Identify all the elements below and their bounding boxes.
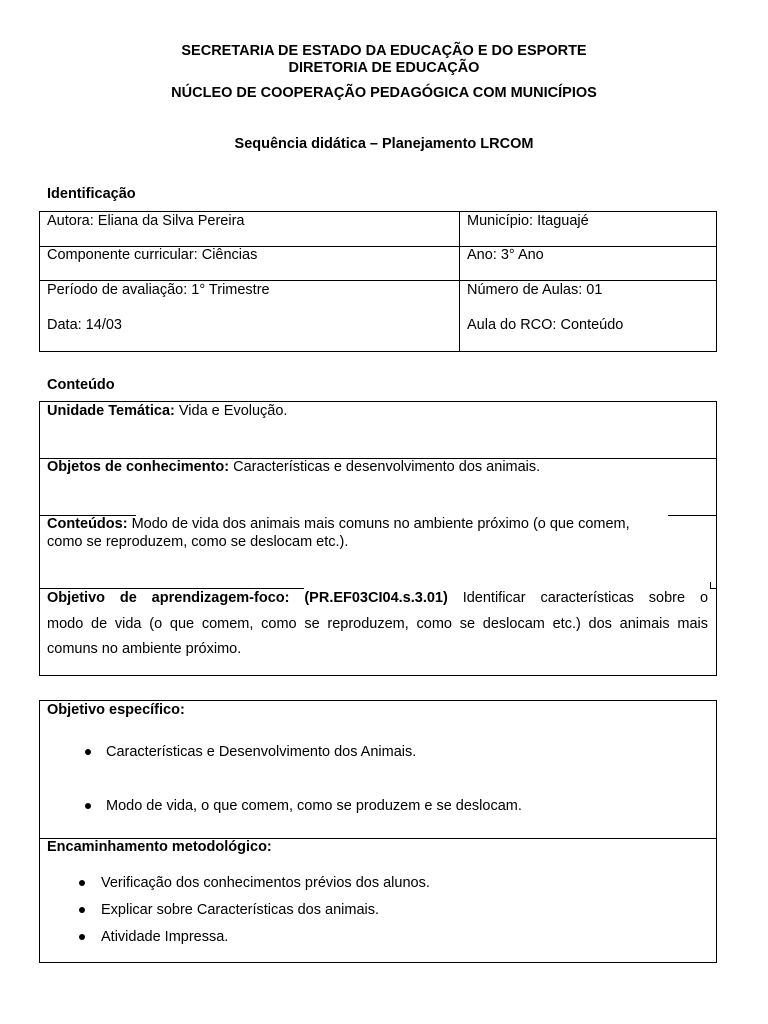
objetivo-especifico-item: Características e Desenvolvimento dos Animais. (106, 744, 417, 760)
identificacao-heading: Identificação (47, 186, 136, 202)
conteudos-line-2: como se reproduzem, como se deslocam etc.). (47, 534, 349, 550)
encaminhamento-item: Atividade Impressa. (101, 929, 229, 945)
objetivo-especifico-item: Modo de vida, o que comem, como se produzem e se deslocam. (106, 798, 522, 814)
objetivo-especifico-heading (47, 702, 185, 719)
periodo-cell: Período de avaliação: 1° Trimestre (47, 282, 270, 298)
objetos-label: Objetos de conhecimento: (47, 459, 230, 475)
objetivo-especifico-table (39, 700, 717, 963)
header-line-2: DIRETORIA DE EDUCAÇÃO (288, 60, 480, 76)
header-line-1: SECRETARIA DE ESTADO DA EDUCAÇÃO E DO ESPORTE (181, 43, 587, 59)
unidade-value: Vida e Evolução. (174, 403, 288, 419)
objetivo-label: Objetivo de aprendizagem-foco: (47, 590, 290, 606)
unidade-label: Unidade Temática: (47, 403, 175, 419)
objetivo-line-1 (47, 590, 708, 607)
conteudo-heading: Conteúdo (47, 377, 115, 393)
conteudos-line-1 (47, 516, 630, 533)
autora-cell: Autora: Eliana da Silva Pereira (47, 213, 245, 229)
encaminhamento-item: Explicar sobre Características dos animais. (101, 902, 380, 918)
municipio-cell: Município: Itaguajé (467, 213, 589, 229)
encaminhamento-heading (47, 839, 272, 856)
objetos-conhecimento (47, 459, 540, 476)
aula-rco-cell: Aula do RCO: Conteúdo (467, 317, 624, 333)
unidade-tematica (47, 403, 287, 420)
objetivo-especifico-label: Objetivo específico: (47, 702, 185, 718)
objetivo-line-2: modo de vida (o que comem, como se reproduzem, como se deslocam etc.) dos animais mais (47, 616, 708, 632)
bullet-icon (79, 880, 85, 886)
numero-aulas-cell: Número de Aulas: 01 (467, 282, 603, 298)
data-cell: Data: 14/03 (47, 317, 122, 333)
conteudos-label: Conteúdos: (47, 516, 128, 532)
bullet-icon (85, 803, 91, 809)
componente-cell: Componente curricular: Ciências (47, 247, 258, 263)
objetos-value: Características e desenvolvimento dos animais. (229, 459, 541, 475)
bullet-icon (79, 934, 85, 940)
conteudos-text: Modo de vida dos animais mais comuns no ambiente próximo (o que comem, (127, 516, 630, 532)
objetivo-text: Identificar características sobre o (462, 590, 709, 606)
objetivo-line-3: comuns no ambiente próximo. (47, 641, 242, 657)
encaminhamento-item: Verificação dos conhecimentos prévios dos alunos. (101, 875, 430, 891)
document-subtitle: Sequência didática – Planejamento LRCOM (234, 136, 534, 152)
bullet-icon (85, 749, 91, 755)
ano-cell: Ano: 3° Ano (467, 247, 544, 263)
objetivo-code: (PR.EF03CI04.s.3.01) (304, 590, 448, 606)
bullet-icon (79, 907, 85, 913)
encaminhamento-label: Encaminhamento metodológico: (47, 839, 272, 855)
header-line-3: NÚCLEO DE COOPERAÇÃO PEDAGÓGICA COM MUNICÍPIOS (171, 85, 597, 101)
